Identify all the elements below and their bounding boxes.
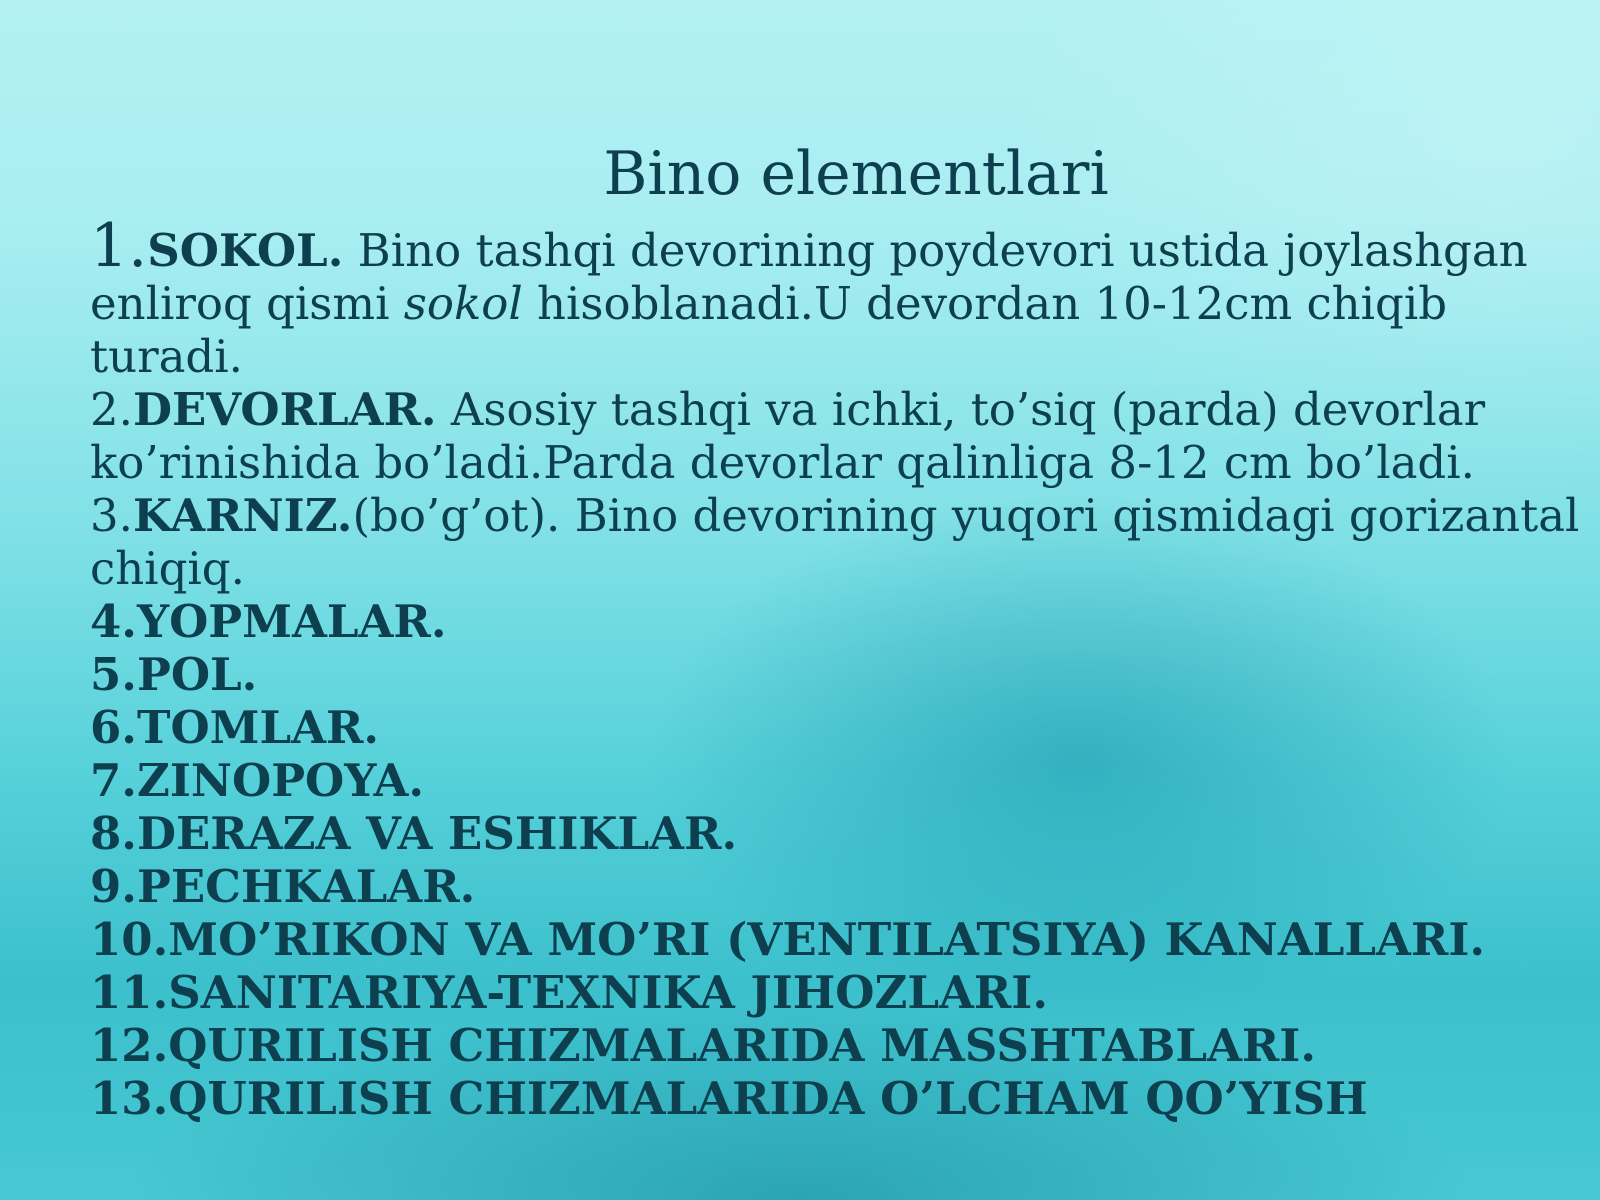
item-text: (bo’g’ot). Bino devorining yuqori qismidagi gorizantal chiqiq.	[90, 489, 1580, 595]
item-number: 1.	[90, 211, 148, 281]
list-item-morikon: 10.MO’RIKON VA MO’RI (VENTILATSIYA) KANALLARI.	[90, 913, 1486, 966]
list-item-devorlar	[90, 383, 1590, 489]
list-item-zinopoya: 7.ZINOPOYA.	[90, 754, 425, 807]
list-item-sanitariya: 11.SANITARIYA-TEXNIKA JIHOZLARI.	[90, 966, 1048, 1019]
list-item-pechkalar: 9.PECHKALAR.	[90, 860, 476, 913]
list-item-masshtab: 12.QURILISH CHIZMALARIDA MASSHTABLARI.	[90, 1019, 1317, 1072]
item-heading: DEVORLAR.	[132, 383, 437, 436]
item-text: hisoblanadi.U devordan 10-12cm chiqib turadi.	[90, 277, 1448, 383]
list-item-tomlar: 6.TOMLAR.	[90, 701, 380, 754]
list-item-yopmalar: 4.YOPMALAR.	[90, 595, 447, 648]
item-text: Asosiy tashqi va ichki, to’siq (parda) devorlar ko’rinishida bo’ladi.Parda devorlar qalinliga 8-12 cm bo’ladi.	[90, 383, 1486, 489]
item-heading: KARNIZ.	[132, 489, 353, 542]
item-text: Bino tashqi devorining poydevori ustida joylashgan enliroq qismi	[90, 224, 1528, 330]
item-number: 3.	[90, 489, 133, 542]
list-item-deraza: 8.DERAZA VA ESHIKLAR.	[90, 807, 738, 860]
slide-title: Bino elementlari	[603, 139, 1109, 209]
list-item-karniz	[90, 489, 1590, 595]
list-item-olcham: 13.QURILISH CHIZMALARIDA O’LCHAM QO’YISH	[90, 1072, 1368, 1125]
item-number: 2.	[90, 383, 133, 436]
slide-content	[90, 211, 1590, 1125]
item-italic-term: sokol	[403, 277, 523, 330]
list-item-sokol	[90, 211, 1590, 383]
item-heading: SOKOL.	[147, 224, 344, 277]
list-item-pol: 5.POL.	[90, 648, 258, 701]
